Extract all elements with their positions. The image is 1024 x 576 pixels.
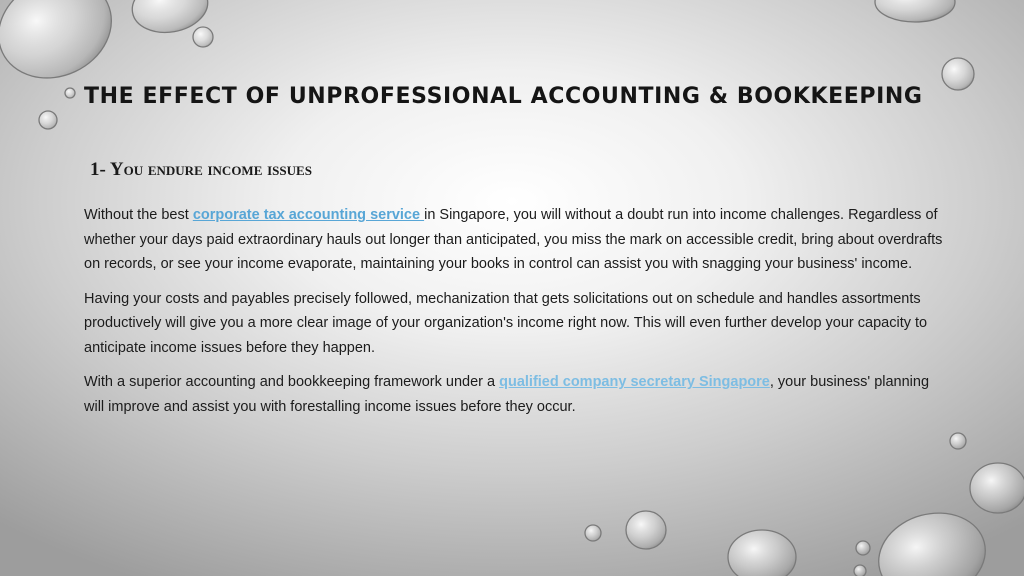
paragraph-text: With a superior accounting and bookkeeping framework under a (84, 374, 500, 390)
paragraph-2 (84, 287, 944, 361)
water-drop (193, 27, 213, 47)
water-drop (869, 501, 995, 576)
corporate-tax-link[interactable]: corporate tax accounting service (192, 207, 425, 223)
section-heading: 1- You endure income issues (90, 159, 312, 180)
paragraph-3 (84, 370, 944, 419)
paragraph-text: Without the best (84, 207, 193, 223)
paragraph-text: , your business' planning will improve and assist you with forestalling income issues before they occur. (84, 374, 930, 415)
water-drop (728, 530, 796, 576)
water-drop (856, 541, 870, 555)
paragraph-text: Having your costs and payables precisely followed, mechanization that gets solicitations out on schedule and handles assortments productively will give you a more clear image of your organization's income right now. This will even further develop your capacity to anticipate income issues before they happen. (84, 290, 928, 356)
water-drop (585, 525, 601, 541)
company-secretary-link[interactable]: qualified company secretary Singapore (499, 374, 770, 390)
water-drop (0, 0, 128, 96)
paragraph-1 (84, 203, 944, 277)
water-drop (942, 58, 974, 90)
slide-title: THE EFFECT OF UNPROFESSIONAL ACCOUNTING & BOOKKEEPING (84, 84, 923, 109)
water-drop (950, 433, 966, 449)
water-drop (39, 111, 57, 129)
water-drop (970, 463, 1024, 513)
water-drop (854, 565, 866, 576)
water-drop (626, 511, 666, 549)
slide-body (84, 203, 944, 429)
water-drop (65, 88, 75, 98)
water-drop (875, 0, 955, 22)
paragraph-text: in Singapore, you will without a doubt run into income challenges. Regardless of whether your days paid extraordinary hauls out longer than anticipated, you miss the mark on accessible credit, bring about overdrafts on records, or see your income evaporate, maintaining your books in control can assist you with snagging your business' income. (84, 207, 943, 272)
